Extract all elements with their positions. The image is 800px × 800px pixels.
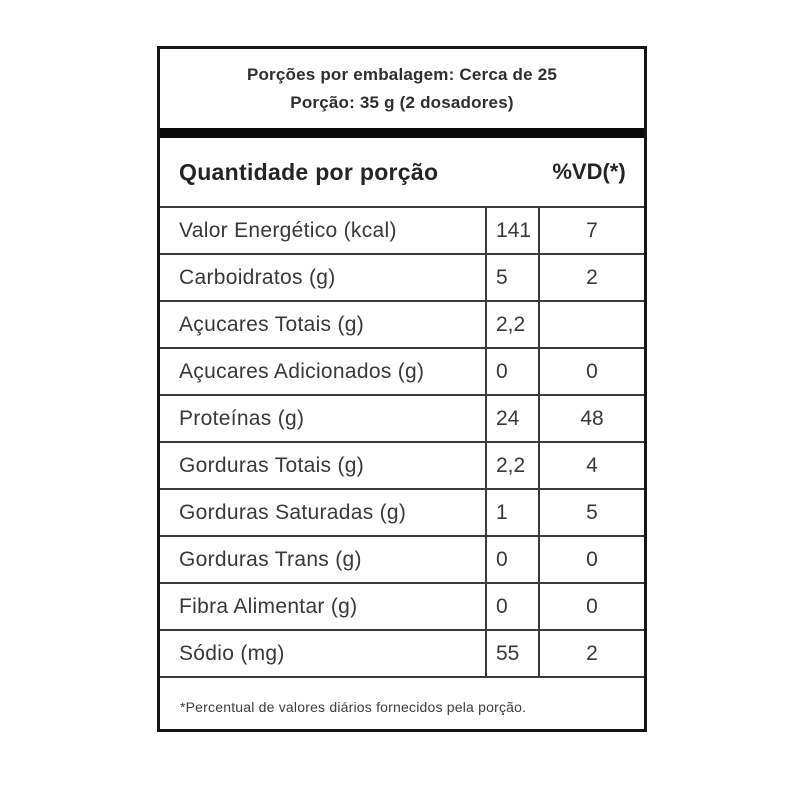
nutrient-name: Sódio (mg) [179,641,285,665]
footnote-text: *Percentual de valores diários fornecidos pela porção. [180,698,527,715]
nutrient-name: Proteínas (g) [179,406,305,430]
table-row [160,396,644,443]
nutrient-daily-value: 4 [538,443,644,488]
nutrient-daily-value: 0 [538,584,644,629]
nutrient-amount: 0 [485,584,538,629]
nutrient-name: Valor Energético (kcal) [179,218,397,242]
table-row [160,349,644,396]
nutrient-amount: 55 [485,631,538,676]
table-row [160,255,644,302]
nutrient-daily-value: 0 [538,537,644,582]
table-row [160,631,644,678]
nutrient-daily-value: 0 [538,349,644,394]
servings-per-package: Porções por embalagem: Cerca de 25 [246,65,558,84]
nutrition-table [157,46,647,732]
nutrient-name: Açucares Totais (g) [179,312,365,336]
nutrient-daily-value: 5 [538,490,644,535]
nutrient-name: Gorduras Totais (g) [179,453,365,477]
daily-value-header: %VD(*) [552,159,626,184]
nutrient-name: Fibra Alimentar (g) [179,594,358,618]
column-header-row [160,138,644,208]
nutrient-amount: 0 [485,537,538,582]
nutrient-daily-value: 2 [538,255,644,300]
nutrient-daily-value: 2 [538,631,644,676]
nutrient-name: Carboidratos (g) [179,265,336,289]
footnote-row [160,678,644,729]
table-row [160,208,644,255]
quantity-per-portion-header: Quantidade por porção [179,158,439,185]
nutrient-amount: 5 [485,255,538,300]
nutrient-amount: 24 [485,396,538,441]
nutrient-daily-value: 7 [538,208,644,253]
nutrient-daily-value [538,302,644,347]
table-row [160,443,644,490]
nutrient-daily-value: 48 [538,396,644,441]
nutrient-amount: 1 [485,490,538,535]
table-row [160,490,644,537]
separator-bar [160,128,644,138]
nutrient-amount: 2,2 [485,443,538,488]
portion-size: Porção: 35 g (2 dosadores) [290,93,514,112]
nutrient-amount: 0 [485,349,538,394]
table-row [160,537,644,584]
nutrition-rows [160,208,644,678]
serving-info-header [160,49,644,128]
table-row [160,302,644,349]
nutrient-name: Gorduras Saturadas (g) [179,500,407,524]
nutrient-amount: 141 [485,208,538,253]
nutrient-name: Açucares Adicionados (g) [179,359,425,383]
nutrient-name: Gorduras Trans (g) [179,547,362,571]
nutrient-amount: 2,2 [485,302,538,347]
table-row [160,584,644,631]
